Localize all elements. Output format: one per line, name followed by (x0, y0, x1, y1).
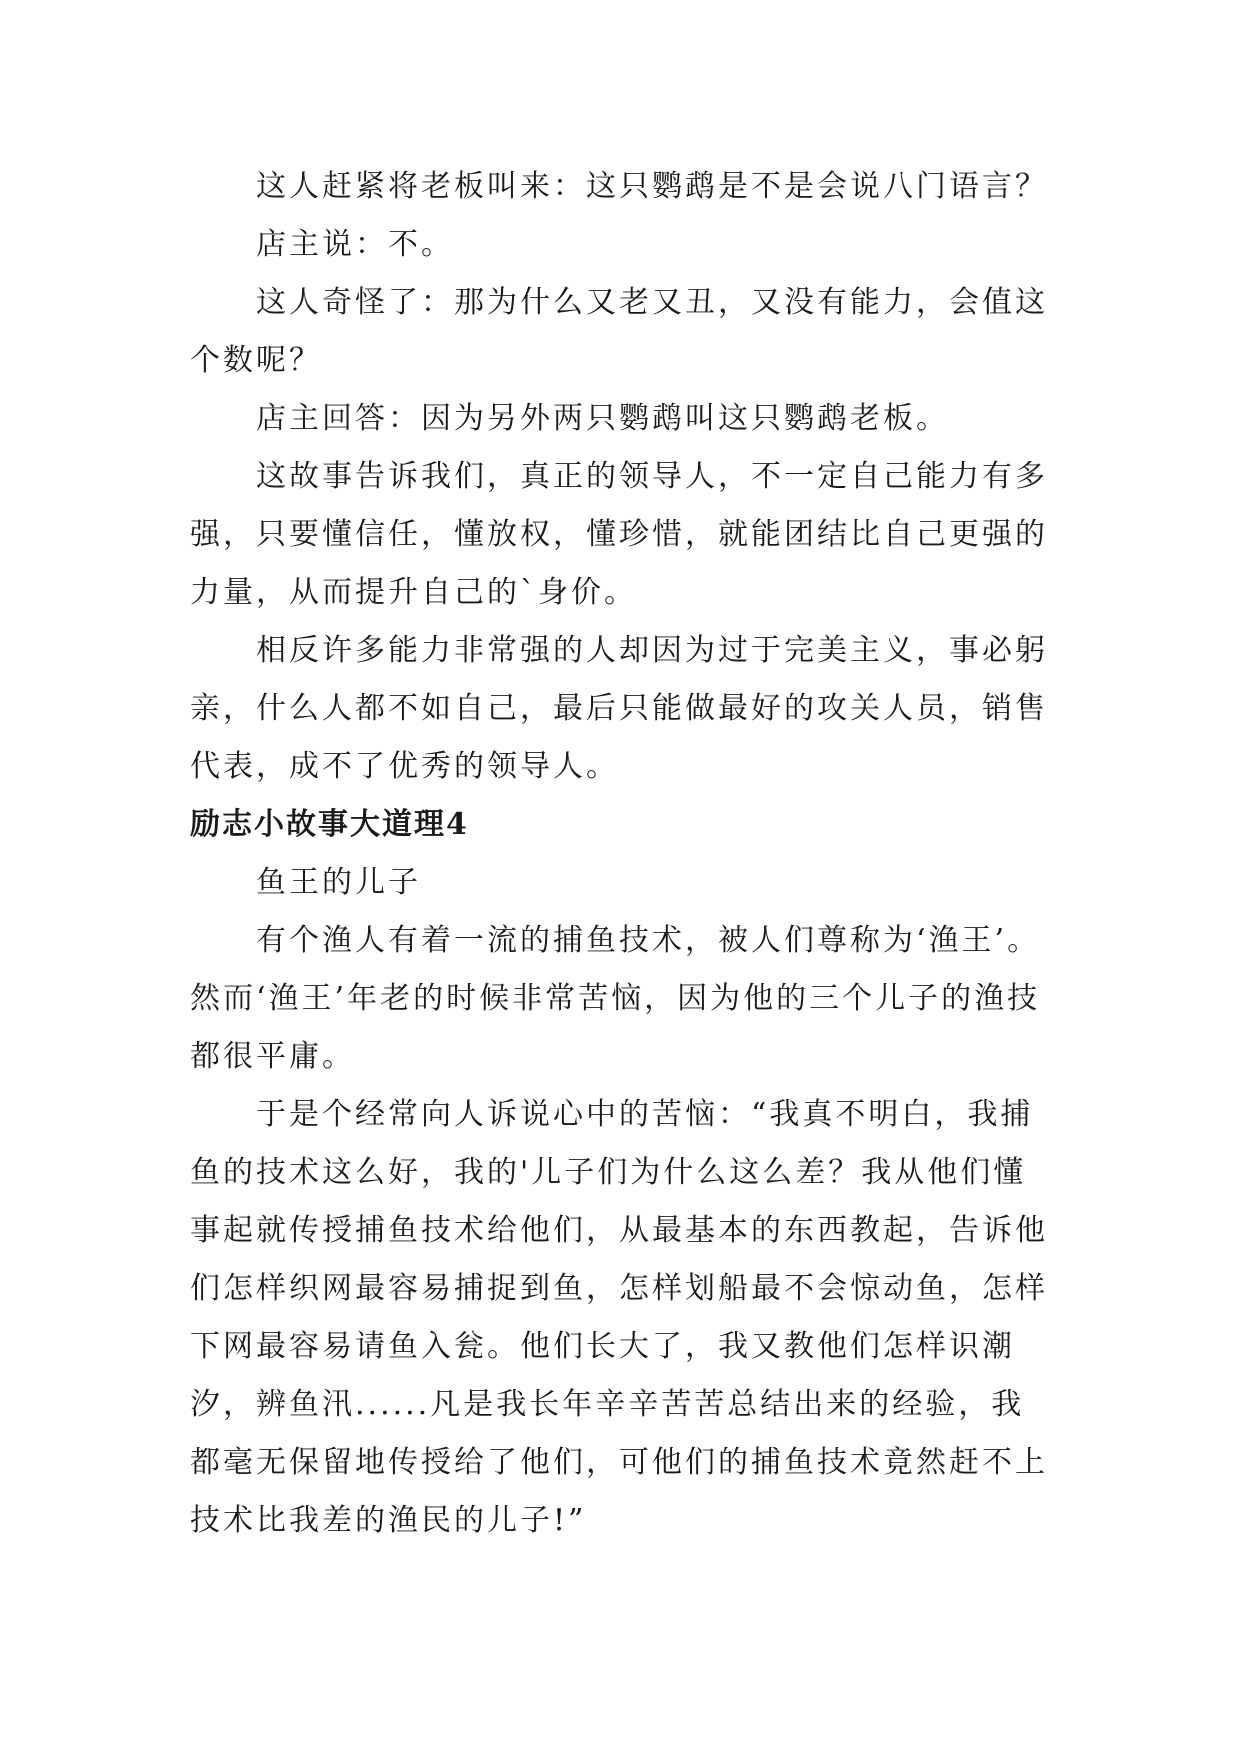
paragraph-why-so-valuable: 这人奇怪了：那为什么又老又丑，又没有能力，会值这个数呢？ (190, 285, 1048, 378)
paragraph-parrot-question: 这人赶紧将老板叫来：这只鹦鹉是不是会说八门语言？ (256, 169, 1048, 204)
paragraph-owner-answer: 店主回答：因为另外两只鹦鹉叫这只鹦鹉老板。 (256, 401, 949, 436)
paragraph-leader-moral: 这故事告诉我们，真正的领导人，不一定自己能力有多强，只要懂信任，懂放权，懂珍惜，就能团结比自己更强的力量，从而提升自己的`身价。 (190, 459, 1048, 610)
paragraph-fisherman-king: 有个渔人有着一流的捕鱼技术，被人们尊称为‘渔王’。然而‘渔王’年老的时候非常苦恼，因为他的三个儿子的渔技都很平庸。 (190, 923, 1041, 1074)
paragraph-owner-says-no: 店主说：不。 (256, 227, 454, 262)
section-heading: 励志小故事大道理4 (190, 807, 469, 842)
paragraph-fisherman-complaint: 于是个经常向人诉说心中的苦恼：“我真不明白，我捕鱼的技术这么好，我的'儿子们为什么这么差？我从他们懂事起就传授捕鱼技术给他们，从最基本的东西教起，告诉他们怎样织网最容易捕捉到鱼，怎样划船最不会惊动鱼，怎样下网最容易请鱼入瓮。他们长大了，我又教他们怎样识潮汐，辨鱼汛......凡是我长年辛辛苦苦总结出来的经验，我都毫无保留地传授给了他们，可他们的捕鱼技术竟然赶不上技术比我差的渔民的儿子!” (190, 1097, 1048, 1538)
document-body (190, 158, 1050, 1550)
paragraph-perfectionism: 相反许多能力非常强的人却因为过于完美主义，事必躬亲，什么人都不如自己，最后只能做最好的攻关人员，销售代表，成不了优秀的领导人。 (190, 633, 1048, 784)
story-title: 鱼王的儿子 (256, 865, 421, 900)
